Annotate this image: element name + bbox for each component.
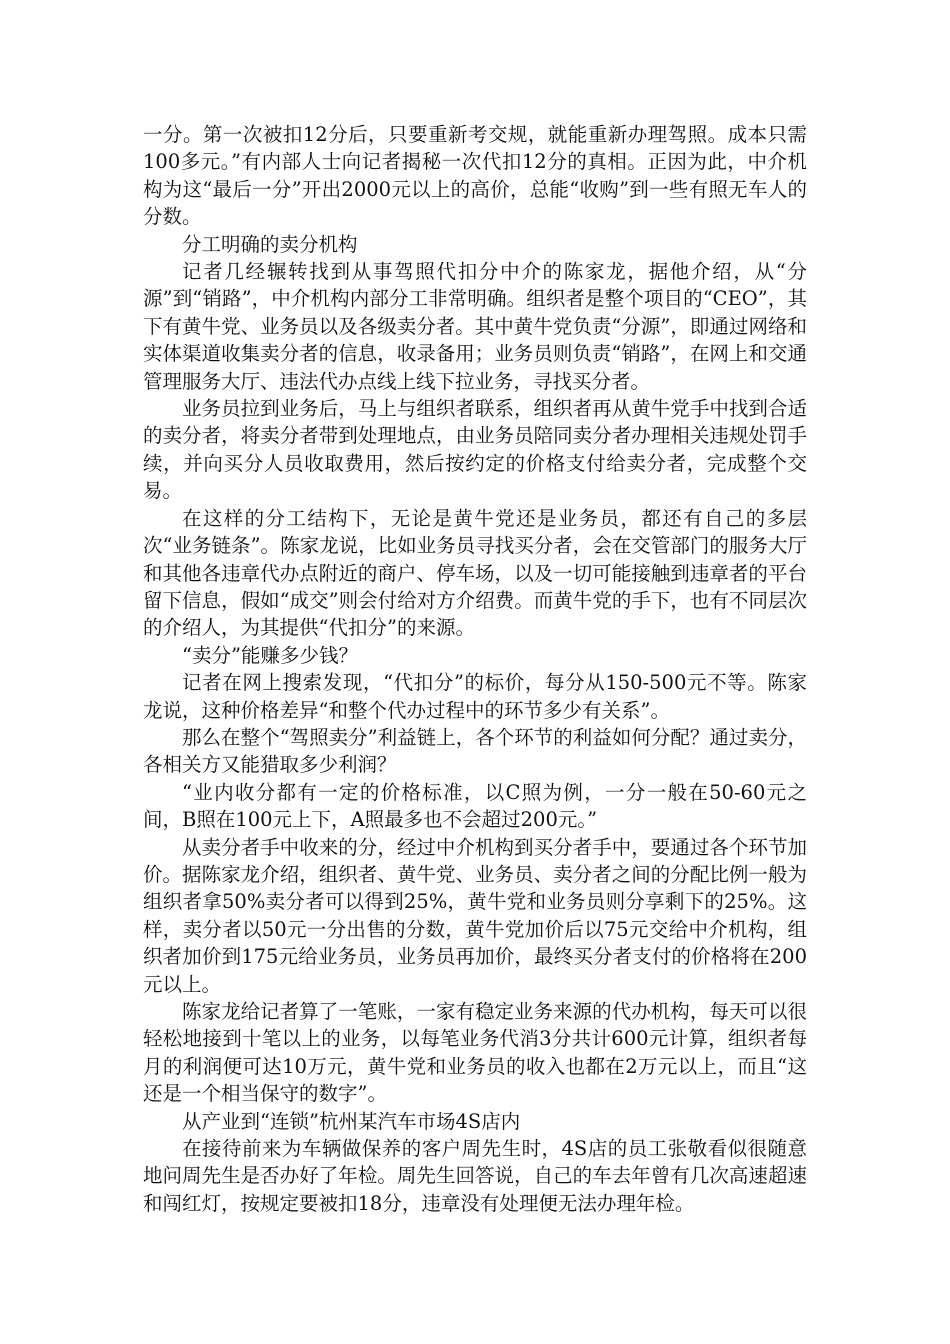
section-heading-industry-chain: 从产业到“连锁”杭州某汽车市场4S店内 — [182, 1109, 521, 1133]
section-heading-profit: “卖分”能赚多少钱？ — [182, 643, 358, 667]
paragraph: 记者几经辗转找到从事驾照代扣分中介的陈家龙，据他介绍，从“分源”到“销路”，中介机构内部分工非常明确。组织者是整个项目的“CEO”，其下有黄牛党、业务员以及各级卖分者。其中黄牛党负责“分源”，即通过网络和实体渠道收集卖分者的信息，收录备用；业务员则负责“销路”，在网上和交通管理服务大厅、违法代办点线上线下拉业务，寻找买分者。 — [143, 260, 807, 393]
paragraph: 那么在整个“驾照卖分”利益链上，各个环节的利益如何分配？通过卖分，各相关方又能猎取多少利润？ — [143, 725, 807, 777]
section-heading-division-of-labor: 分工明确的卖分机构 — [182, 232, 358, 256]
paragraph-quote: “业内收分都有一定的价格标准，以C照为例，一分一般在50-60元之间，B照在100元上下，A照最多也不会超过200元。” — [143, 780, 807, 832]
paragraph: 在接待前来为车辆做保养的客户周先生时，4S店的员工张敬看似很随意地问周先生是否办好了年检。周先生回答说，自己的车去年曾有几次高速超速和闯红灯，按规定要被扣18分，违章没有处理便无法办理年检。 — [143, 1137, 807, 1215]
paragraph: 业务员拉到业务后，马上与组织者联系，组织者再从黄牛党手中找到合适的卖分者，将卖分者带到处理地点，由业务员陪同卖分者办理相关违规处罚手续，并向买分人员收取费用，然后按约定的价格支付给卖分者，完成整个交易。 — [143, 397, 807, 503]
paragraph: 从卖分者手中收来的分，经过中介机构到买分者手中，要通过各个环节加价。据陈家龙介绍，组织者、黄牛党、业务员、卖分者之间的分配比例一般为组织者拿50%卖分者可以得到25%，黄牛党和业务员则分享剩下的25%。这样，卖分者以50元一分出售的分数，黄牛党加价后以75元交给中介机构，组织者加价到175元给业务员，业务员再加价，最终买分者支付的价格将在200元以上。 — [143, 835, 807, 996]
paragraph: 记者在网上搜索发现，“代扣分”的标价，每分从150-500元不等。陈家龙说，这种价格差异“和整个代办过程中的环节多少有关系”。 — [143, 671, 807, 722]
document-page — [143, 121, 807, 1217]
paragraph: 在这样的分工结构下，无论是黄牛党还是业务员，都还有自己的多层次“业务链条”。陈家龙说，比如业务员寻找买分者，会在交管部门的服务大厅和其他各违章代办点附近的商户、停车场，以及一切可能接触到违章者的平台留下信息，假如“成交”则会付给对方介绍费。而黄牛党的手下，也有不同层次的介绍人，为其提供“代扣分”的来源。 — [143, 506, 807, 640]
paragraph: 陈家龙给记者算了一笔账，一家有稳定业务来源的代办机构，每天可以很轻松地接到十笔以上的业务，以每笔业务代消3分共计600元计算，组织者每月的利润便可达10万元，黄牛党和业务员的收入也都在2万元以上，而且“这还是一个相当保守的数字”。 — [143, 1000, 807, 1106]
paragraph-continuation: 一分。第一次被扣12分后，只要重新考交规，就能重新办理驾照。成本只需100多元。”有内部人士向记者揭秘一次代扣12分的真相。正因为此，中介机构为这“最后一分”开出2000元以上的高价，总能“收购”到一些有照无车人的分数。 — [143, 123, 807, 229]
